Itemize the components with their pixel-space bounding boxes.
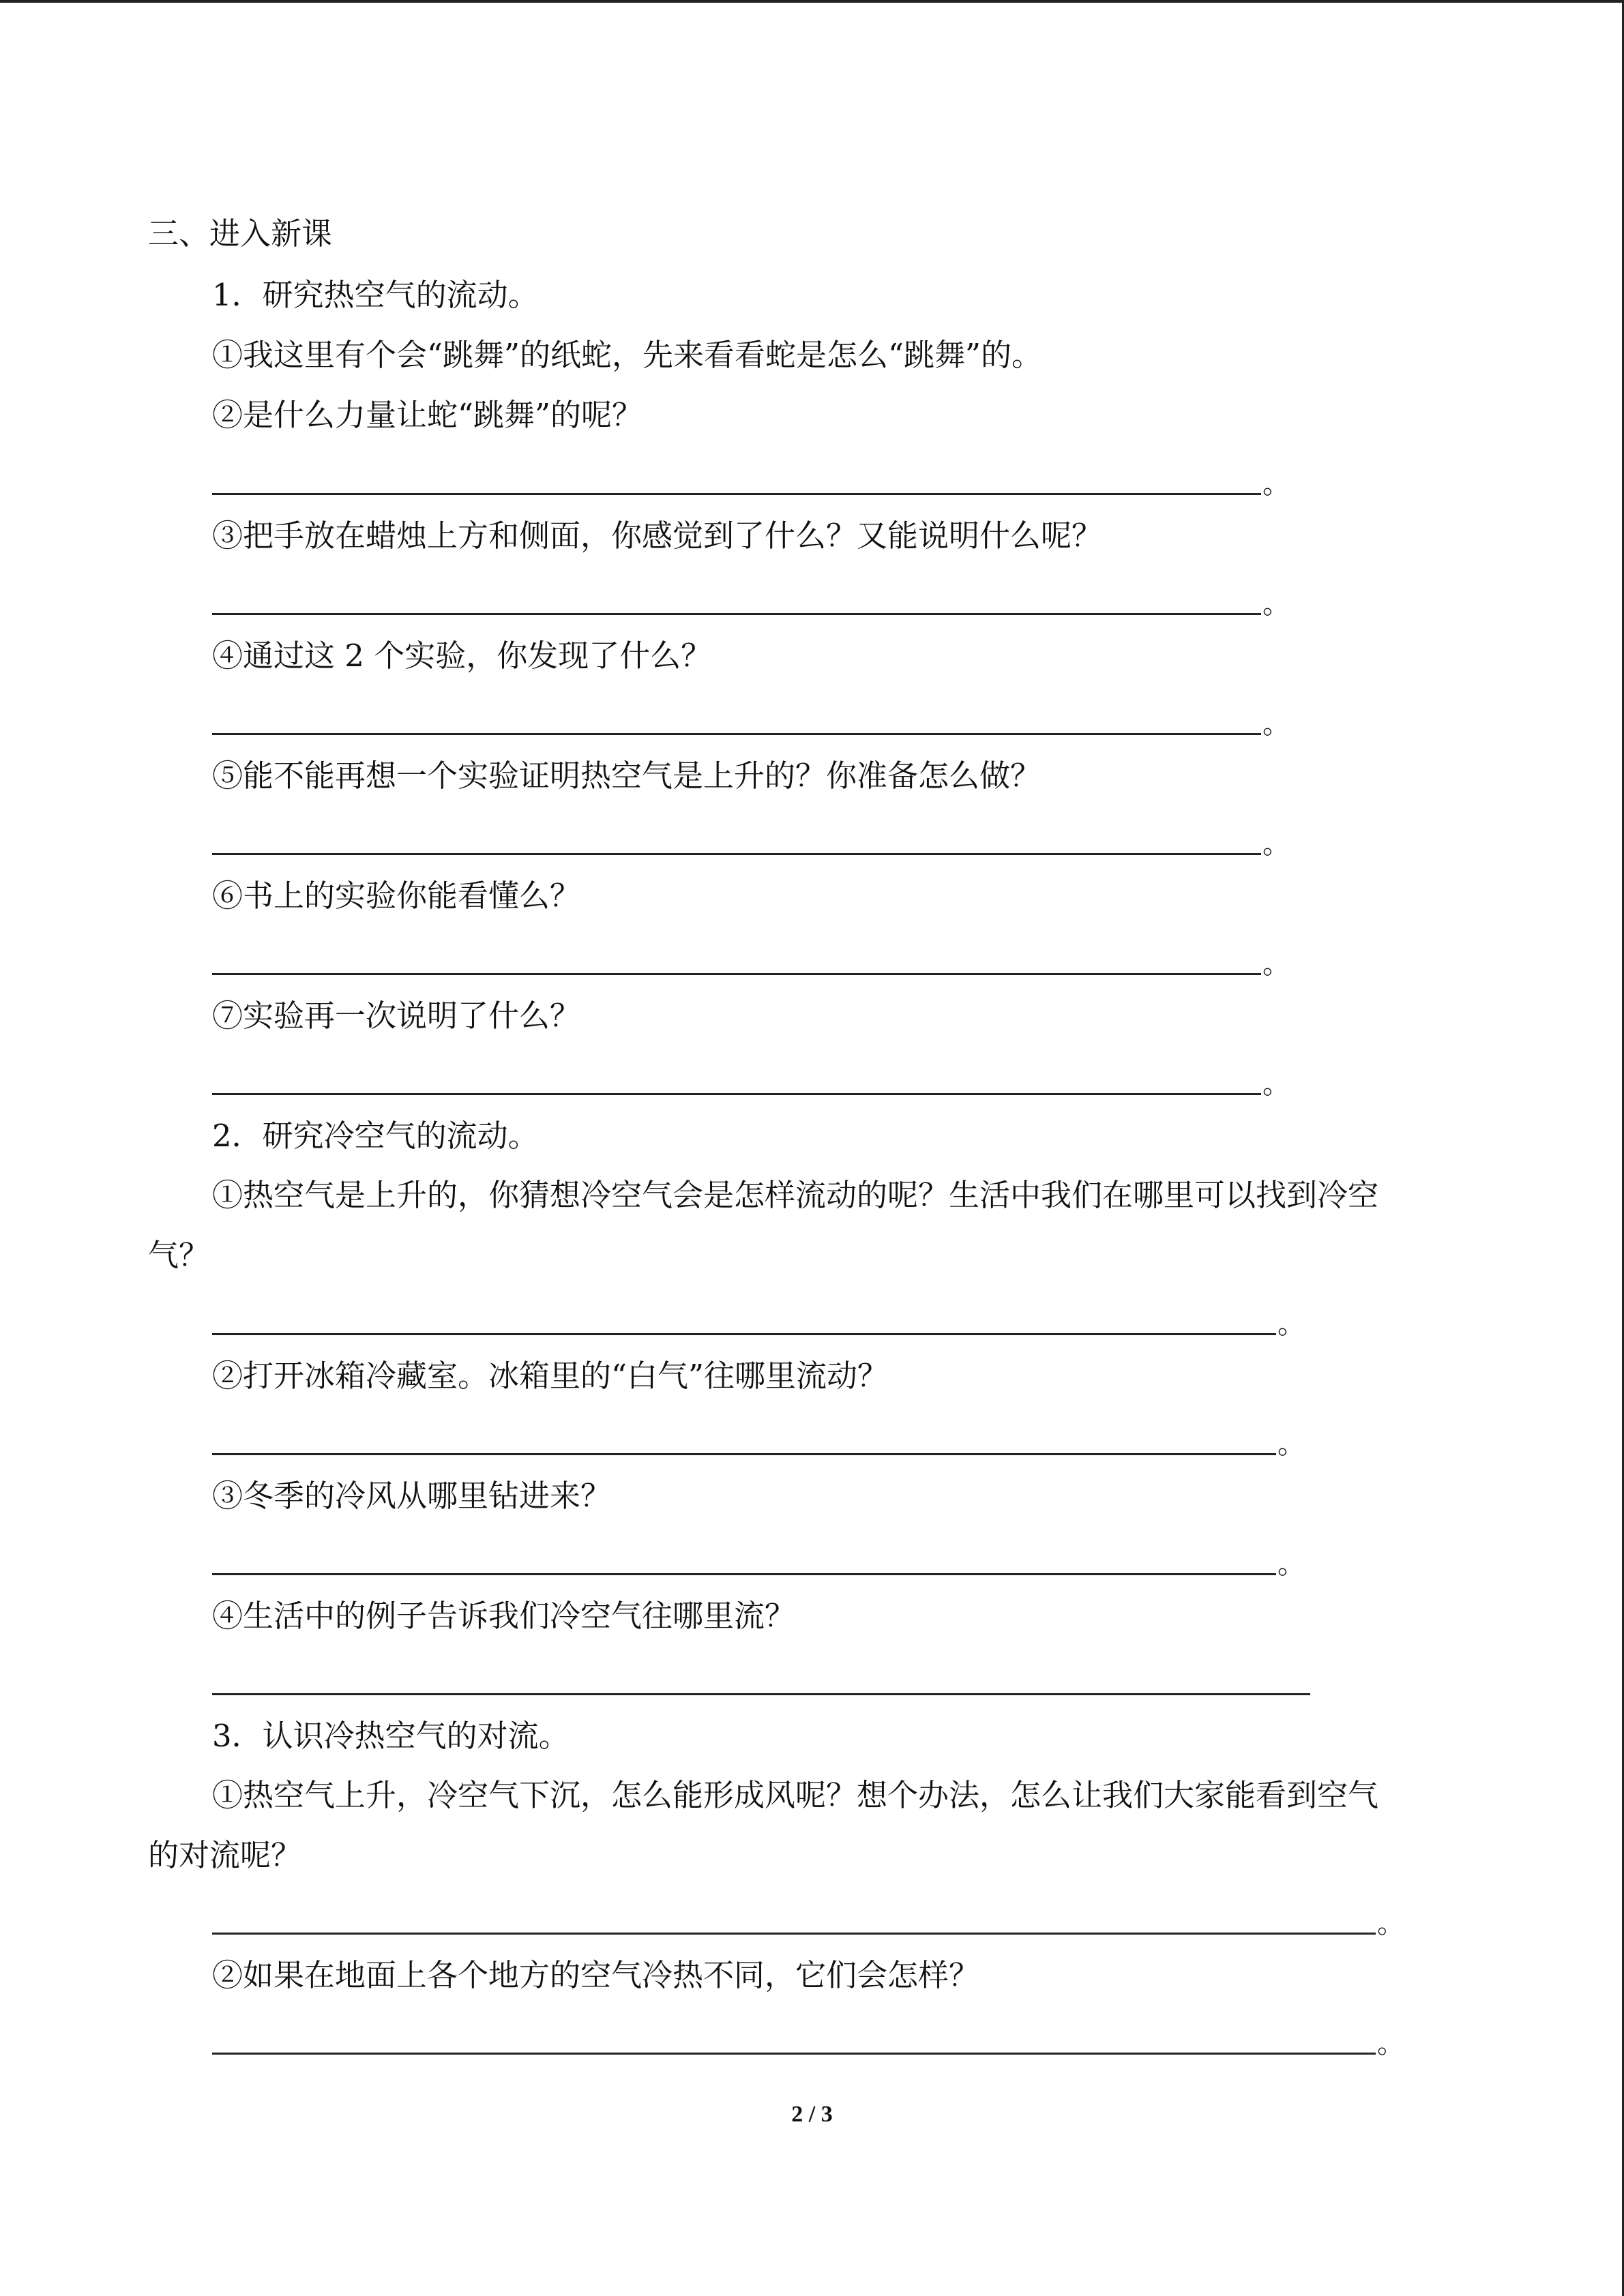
answer-line[interactable]: [212, 1333, 1276, 1335]
answer-end-mark: 。: [1263, 829, 1290, 860]
answer-line[interactable]: [212, 973, 1261, 975]
part2-item-1-line2: 气？: [148, 1237, 210, 1273]
part1-item-6: ⑥书上的实验你能看懂么？: [212, 878, 581, 914]
part1-item-5: ⑤能不能再想一个实验证明热空气是上升的？你准备怎么做？: [212, 758, 1042, 794]
answer-line[interactable]: [212, 1453, 1276, 1455]
answer-end-mark: 。: [1377, 2028, 1404, 2059]
answer-end-mark: 。: [1263, 949, 1290, 980]
part2-item-4: ④生活中的例子告诉我们冷空气往哪里流？: [212, 1598, 796, 1634]
answer-line[interactable]: [212, 1933, 1376, 1935]
section-title: 三、进入新课: [148, 215, 333, 252]
part1-item-1: ①我这里有个会“跳舞”的纸蛇，先来看看蛇是怎么“跳舞”的。: [212, 337, 1043, 373]
answer-end-mark: 。: [1278, 1549, 1305, 1580]
part3-heading: 3．认识冷热空气的对流。: [212, 1718, 570, 1754]
part1-item-3: ③把手放在蜡烛上方和侧面，你感觉到了什么？又能说明什么呢？: [212, 518, 1103, 554]
answer-line[interactable]: [212, 1573, 1276, 1575]
answer-end-mark: 。: [1263, 468, 1290, 500]
answer-end-mark: 。: [1263, 588, 1290, 620]
part3-item-2: ②如果在地面上各个地方的空气冷热不同，它们会怎样？: [212, 1957, 980, 1993]
part2-heading: 2．研究冷空气的流动。: [212, 1118, 539, 1154]
answer-end-mark: 。: [1263, 1069, 1290, 1100]
answer-line[interactable]: [212, 1693, 1310, 1695]
page-border-top: [0, 0, 1624, 3]
part2-item-1-line1: ①热空气是上升的，你猜想冷空气会是怎样流动的呢？生活中我们在哪里可以找到冷空: [212, 1177, 1379, 1213]
answer-line[interactable]: [212, 2053, 1376, 2055]
part1-heading: 1．研究热空气的流动。: [212, 277, 539, 313]
part1-item-4: ④通过这 2 个实验，你发现了什么？: [212, 638, 712, 674]
answer-end-mark: 。: [1278, 1429, 1305, 1460]
part3-item-1-line1: ①热空气上升，冷空气下沉，怎么能形成风呢？想个办法，怎么让我们大家能看到空气: [212, 1777, 1379, 1813]
part1-item-7: ⑦实验再一次说明了什么？: [212, 998, 581, 1034]
answer-line[interactable]: [212, 613, 1261, 615]
answer-line[interactable]: [212, 493, 1261, 495]
answer-end-mark: 。: [1278, 1309, 1305, 1340]
answer-end-mark: 。: [1377, 1908, 1404, 1939]
answer-line[interactable]: [212, 1093, 1261, 1095]
answer-end-mark: 。: [1263, 709, 1290, 740]
part1-item-2: ②是什么力量让蛇“跳舞”的呢？: [212, 397, 643, 433]
answer-line[interactable]: [212, 853, 1261, 855]
page-number: 2 / 3: [791, 2102, 833, 2127]
answer-line[interactable]: [212, 733, 1261, 735]
part2-item-3: ③冬季的冷风从哪里钻进来？: [212, 1478, 612, 1514]
part3-item-1-line2: 的对流呢？: [148, 1837, 302, 1873]
part2-item-2: ②打开冰箱冷藏室。冰箱里的“白气”往哪里流动？: [212, 1358, 889, 1394]
